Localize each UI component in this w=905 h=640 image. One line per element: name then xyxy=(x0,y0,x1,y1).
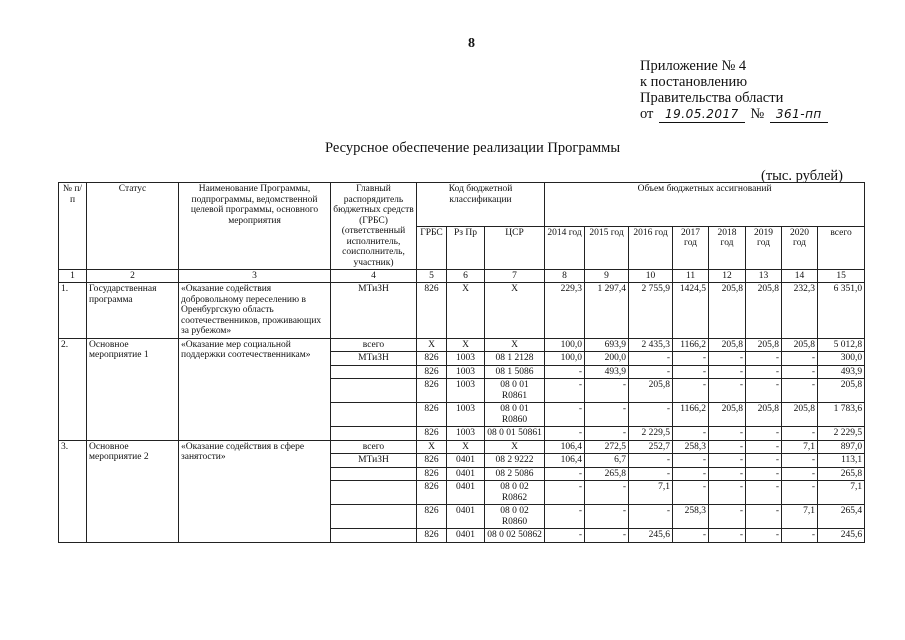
units-label: (тыс. рублей) xyxy=(761,168,843,184)
row-number-cell: 1. xyxy=(59,283,87,339)
manager-cell xyxy=(331,481,417,505)
manager-cell: всего xyxy=(331,338,417,352)
grbs-cell: 826 xyxy=(417,481,447,505)
csr-cell: 08 2 9222 xyxy=(485,454,545,468)
document-title: Ресурсное обеспечение реализации Программы xyxy=(325,140,621,156)
value-cell: 205,8 xyxy=(709,338,746,352)
value-cell: 200,0 xyxy=(585,352,629,366)
csr-cell: 08 0 01 50861 xyxy=(485,427,545,441)
value-cell: - xyxy=(673,529,709,543)
name-cell: «Оказание мер социальной поддержки соотечественникам» xyxy=(179,338,331,440)
total-cell: 265,8 xyxy=(818,467,865,481)
csr-cell: 08 0 01 R0861 xyxy=(485,379,545,403)
value-cell: - xyxy=(545,365,585,379)
value-cell: - xyxy=(709,352,746,366)
value-cell: - xyxy=(545,505,585,529)
total-cell: 5 012,8 xyxy=(818,338,865,352)
total-cell: 7,1 xyxy=(818,481,865,505)
value-cell: - xyxy=(585,427,629,441)
value-cell: 693,9 xyxy=(585,338,629,352)
value-cell: - xyxy=(673,427,709,441)
value-cell: - xyxy=(585,505,629,529)
column-number: 12 xyxy=(709,270,746,283)
value-cell: - xyxy=(545,379,585,403)
total-cell: 300,0 xyxy=(818,352,865,366)
column-number: 2 xyxy=(87,270,179,283)
header-2015: 2015 год xyxy=(585,226,629,270)
value-cell: 7,1 xyxy=(782,440,818,454)
value-cell: 205,8 xyxy=(782,338,818,352)
total-cell: 2 229,5 xyxy=(818,427,865,441)
manager-cell: всего xyxy=(331,440,417,454)
date-prefix: от xyxy=(640,106,654,122)
value-cell: - xyxy=(709,529,746,543)
header-2018: 2018 год xyxy=(709,226,746,270)
appendix-line-3: Правительства области xyxy=(640,90,784,106)
column-number: 15 xyxy=(818,270,865,283)
value-cell: 205,8 xyxy=(782,403,818,427)
csr-cell: 08 0 01 R0860 xyxy=(485,403,545,427)
total-cell: 1 783,6 xyxy=(818,403,865,427)
csr-cell: 08 1 5086 xyxy=(485,365,545,379)
value-cell: 2 755,9 xyxy=(629,283,673,339)
csr-cell: 08 0 02 50862 xyxy=(485,529,545,543)
manager-cell xyxy=(331,427,417,441)
value-cell: 205,8 xyxy=(709,403,746,427)
value-cell: - xyxy=(545,481,585,505)
grbs-cell: 826 xyxy=(417,379,447,403)
value-cell: 100,0 xyxy=(545,352,585,366)
header-grbs: ГРБС xyxy=(417,226,447,270)
manager-cell xyxy=(331,529,417,543)
value-cell: 2 435,3 xyxy=(629,338,673,352)
value-cell: - xyxy=(585,529,629,543)
name-cell: «Оказание содействия в сфере занятости» xyxy=(179,440,331,542)
value-cell: 232,3 xyxy=(782,283,818,339)
value-cell: - xyxy=(746,454,782,468)
value-cell: - xyxy=(709,365,746,379)
value-cell: 258,3 xyxy=(673,440,709,454)
appendix-block xyxy=(640,58,830,123)
header-2020: 2020 год xyxy=(782,226,818,270)
appendix-line-1: Приложение № 4 xyxy=(640,58,747,74)
value-cell: - xyxy=(545,467,585,481)
header-rzpr: Рз Пр xyxy=(447,226,485,270)
total-cell: 113,1 xyxy=(818,454,865,468)
column-number: 14 xyxy=(782,270,818,283)
rzpr-cell: 0401 xyxy=(447,529,485,543)
manager-cell xyxy=(331,505,417,529)
csr-cell: 08 0 02 R0862 xyxy=(485,481,545,505)
manager-cell xyxy=(331,467,417,481)
value-cell: - xyxy=(709,454,746,468)
header-volume-group: Объем бюджетных ассигнований xyxy=(545,183,865,227)
header-2014: 2014 год xyxy=(545,226,585,270)
column-number: 6 xyxy=(447,270,485,283)
csr-cell: Х xyxy=(485,283,545,339)
row-number-cell: 2. xyxy=(59,338,87,440)
handwritten-number: 361-пп xyxy=(770,106,828,123)
value-cell: 100,0 xyxy=(545,338,585,352)
value-cell: - xyxy=(746,352,782,366)
column-number: 13 xyxy=(746,270,782,283)
header-2017: 2017 год xyxy=(673,226,709,270)
csr-cell: 08 0 02 R0860 xyxy=(485,505,545,529)
grbs-cell: 826 xyxy=(417,365,447,379)
header-name: Наименование Программы, подпрограммы, ведомственной целевой программы, основного мероприятия xyxy=(179,183,331,270)
grbs-cell: Х xyxy=(417,338,447,352)
manager-cell: МТиЗН xyxy=(331,454,417,468)
value-cell: 245,6 xyxy=(629,529,673,543)
value-cell: - xyxy=(746,427,782,441)
rzpr-cell: Х xyxy=(447,338,485,352)
value-cell: 1 297,4 xyxy=(585,283,629,339)
value-cell: - xyxy=(782,365,818,379)
table-row xyxy=(59,283,865,339)
value-cell: 7,1 xyxy=(629,481,673,505)
value-cell: - xyxy=(673,481,709,505)
value-cell: - xyxy=(709,467,746,481)
value-cell: 252,7 xyxy=(629,440,673,454)
value-cell: - xyxy=(746,467,782,481)
value-cell: - xyxy=(709,481,746,505)
grbs-cell: 826 xyxy=(417,403,447,427)
total-cell: 493,9 xyxy=(818,365,865,379)
value-cell: - xyxy=(629,467,673,481)
total-cell: 205,8 xyxy=(818,379,865,403)
csr-cell: Х xyxy=(485,440,545,454)
grbs-cell: 826 xyxy=(417,529,447,543)
value-cell: - xyxy=(673,365,709,379)
value-cell: - xyxy=(746,440,782,454)
value-cell: 106,4 xyxy=(545,454,585,468)
value-cell: - xyxy=(585,379,629,403)
budget-table xyxy=(58,182,865,543)
column-number: 10 xyxy=(629,270,673,283)
value-cell: 229,3 xyxy=(545,283,585,339)
grbs-cell: 826 xyxy=(417,352,447,366)
manager-cell xyxy=(331,379,417,403)
value-cell: - xyxy=(709,379,746,403)
total-cell: 897,0 xyxy=(818,440,865,454)
manager-cell: МТиЗН xyxy=(331,283,417,339)
grbs-cell: 826 xyxy=(417,283,447,339)
rzpr-cell: 0401 xyxy=(447,481,485,505)
value-cell: - xyxy=(629,365,673,379)
total-cell: 245,6 xyxy=(818,529,865,543)
csr-cell: 08 2 5086 xyxy=(485,467,545,481)
value-cell: - xyxy=(782,529,818,543)
rzpr-cell: 0401 xyxy=(447,467,485,481)
grbs-cell: 826 xyxy=(417,454,447,468)
csr-cell: Х xyxy=(485,338,545,352)
appendix-date-line xyxy=(640,106,830,123)
value-cell: - xyxy=(746,365,782,379)
value-cell: - xyxy=(545,529,585,543)
value-cell: 205,8 xyxy=(746,338,782,352)
header-status: Статус xyxy=(87,183,179,270)
value-cell: 2 229,5 xyxy=(629,427,673,441)
value-cell: - xyxy=(545,427,585,441)
value-cell: 205,8 xyxy=(746,283,782,339)
name-cell: «Оказание содействия добровольному переселению в Оренбургскую область соотечественников, проживающих за рубежом» xyxy=(179,283,331,339)
value-cell: - xyxy=(629,352,673,366)
value-cell: 205,8 xyxy=(746,403,782,427)
value-cell: - xyxy=(673,467,709,481)
status-cell: Государственная программа xyxy=(87,283,179,339)
value-cell: 1424,5 xyxy=(673,283,709,339)
table-row xyxy=(59,338,865,352)
header-2016: 2016 год xyxy=(629,226,673,270)
value-cell: 1166,2 xyxy=(673,338,709,352)
value-cell: - xyxy=(709,505,746,529)
column-number: 9 xyxy=(585,270,629,283)
value-cell: - xyxy=(782,454,818,468)
page-number: 8 xyxy=(468,36,475,51)
column-number: 8 xyxy=(545,270,585,283)
column-number-row xyxy=(59,270,865,283)
column-number: 7 xyxy=(485,270,545,283)
csr-cell: 08 1 2128 xyxy=(485,352,545,366)
header-csr: ЦСР xyxy=(485,226,545,270)
value-cell: - xyxy=(709,427,746,441)
header-code-group: Код бюджетной классификации xyxy=(417,183,545,227)
value-cell: - xyxy=(782,481,818,505)
column-number: 1 xyxy=(59,270,87,283)
total-cell: 265,4 xyxy=(818,505,865,529)
rzpr-cell: 1003 xyxy=(447,352,485,366)
value-cell: 205,8 xyxy=(709,283,746,339)
value-cell: - xyxy=(782,352,818,366)
header-manager: Главный распорядитель бюджетных средств (ГРБС) (ответственный исполнитель, соисполнитель, участник) xyxy=(331,183,417,270)
rzpr-cell: Х xyxy=(447,440,485,454)
grbs-cell: 826 xyxy=(417,505,447,529)
rzpr-cell: 1003 xyxy=(447,365,485,379)
grbs-cell: 826 xyxy=(417,467,447,481)
status-cell: Основное мероприятие 1 xyxy=(87,338,179,440)
value-cell: 205,8 xyxy=(629,379,673,403)
manager-cell xyxy=(331,403,417,427)
value-cell: - xyxy=(585,403,629,427)
value-cell: 272,5 xyxy=(585,440,629,454)
value-cell: - xyxy=(782,427,818,441)
value-cell: 493,9 xyxy=(585,365,629,379)
value-cell: - xyxy=(746,505,782,529)
table-row xyxy=(59,440,865,454)
grbs-cell: 826 xyxy=(417,427,447,441)
column-number: 11 xyxy=(673,270,709,283)
manager-cell: МТиЗН xyxy=(331,352,417,366)
value-cell: - xyxy=(746,481,782,505)
manager-cell xyxy=(331,365,417,379)
value-cell: - xyxy=(585,481,629,505)
value-cell: 258,3 xyxy=(673,505,709,529)
row-number-cell: 3. xyxy=(59,440,87,542)
column-number: 3 xyxy=(179,270,331,283)
header-2019: 2019 год xyxy=(746,226,782,270)
rzpr-cell: 0401 xyxy=(447,454,485,468)
appendix-line-2: к постановлению xyxy=(640,74,748,90)
header-total: всего xyxy=(818,226,865,270)
header-num: № п/п xyxy=(59,183,87,270)
rzpr-cell: 0401 xyxy=(447,505,485,529)
value-cell: - xyxy=(629,505,673,529)
value-cell: - xyxy=(782,379,818,403)
column-number: 5 xyxy=(417,270,447,283)
value-cell: 1166,2 xyxy=(673,403,709,427)
handwritten-date: 19.05.2017 xyxy=(659,106,745,123)
value-cell: 106,4 xyxy=(545,440,585,454)
rzpr-cell: 1003 xyxy=(447,403,485,427)
value-cell: - xyxy=(746,529,782,543)
value-cell: 7,1 xyxy=(782,505,818,529)
rzpr-cell: Х xyxy=(447,283,485,339)
value-cell: - xyxy=(782,467,818,481)
table-body xyxy=(59,283,865,543)
number-prefix: № xyxy=(750,106,765,122)
value-cell: - xyxy=(629,403,673,427)
value-cell: 6,7 xyxy=(585,454,629,468)
status-cell: Основное мероприятие 2 xyxy=(87,440,179,542)
value-cell: - xyxy=(709,440,746,454)
value-cell: 265,8 xyxy=(585,467,629,481)
column-number: 4 xyxy=(331,270,417,283)
value-cell: - xyxy=(673,454,709,468)
value-cell: - xyxy=(545,403,585,427)
value-cell: - xyxy=(673,379,709,403)
value-cell: - xyxy=(746,379,782,403)
grbs-cell: Х xyxy=(417,440,447,454)
total-cell: 6 351,0 xyxy=(818,283,865,339)
value-cell: - xyxy=(629,454,673,468)
value-cell: - xyxy=(673,352,709,366)
rzpr-cell: 1003 xyxy=(447,427,485,441)
rzpr-cell: 1003 xyxy=(447,379,485,403)
